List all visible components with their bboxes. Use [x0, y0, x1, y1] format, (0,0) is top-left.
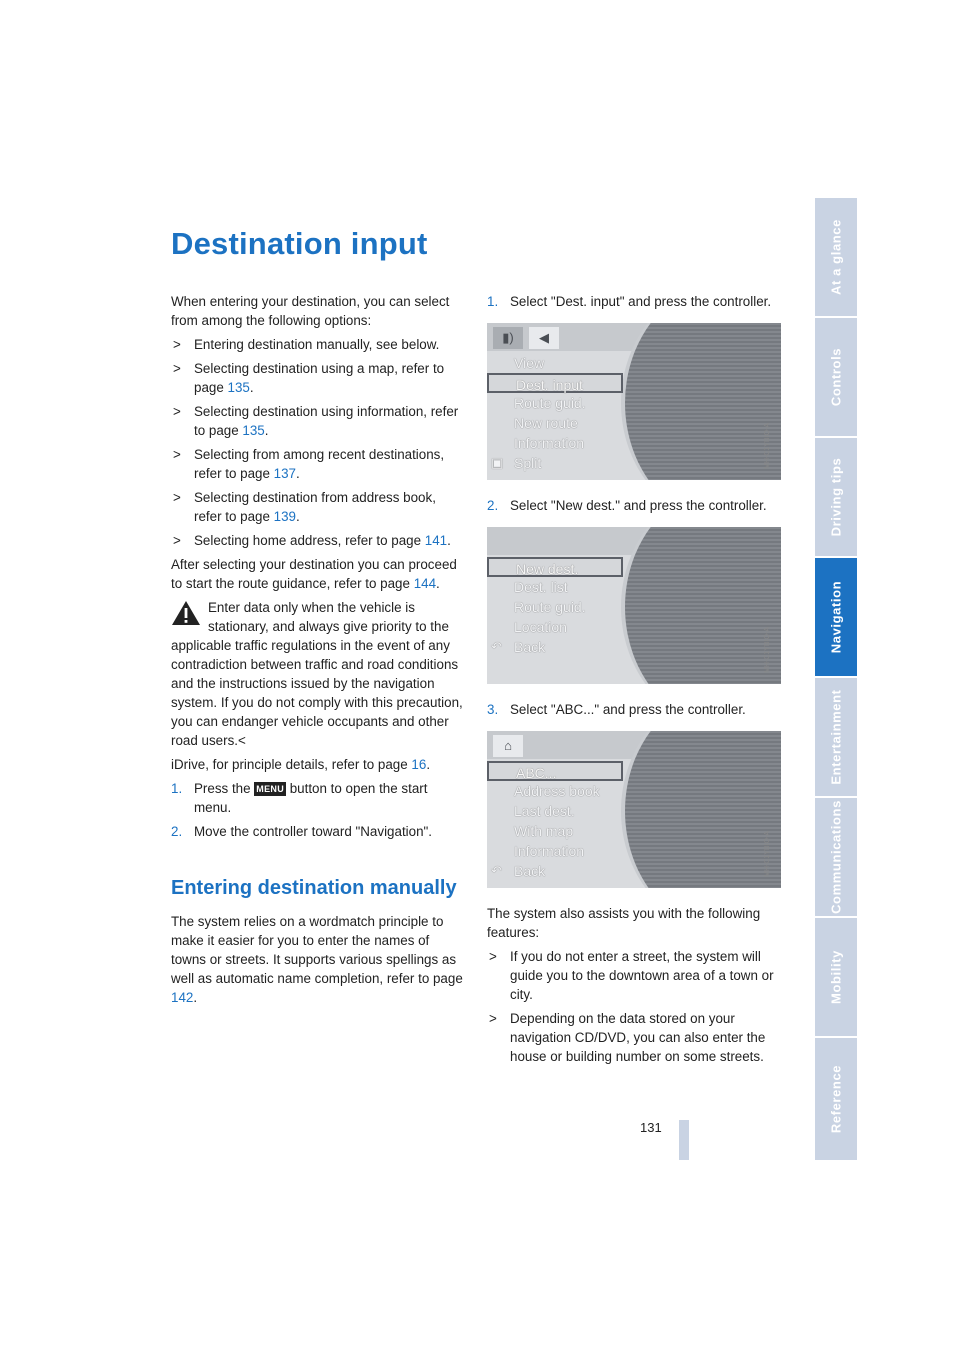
map-preview: [621, 323, 781, 480]
right-step-1: 1. Select "Dest. input" and press the controller.: [487, 294, 772, 309]
step-number: 1.: [171, 781, 183, 796]
option-information: > Selecting destination using information, refer to page 135.: [173, 404, 459, 438]
page-link-137[interactable]: 137: [273, 466, 296, 481]
option-recent: > Selecting from among recent destinations, refer to page 137.: [173, 447, 445, 481]
right-step-2: 2. Select "New dest." and press the controller.: [487, 498, 767, 513]
menu-item-new-dest: New dest.: [487, 557, 623, 577]
menu-item-abc: ABC...: [487, 761, 623, 781]
image-code: MH-C1YBIO-A: [764, 627, 771, 673]
menu-item-information: Information: [514, 843, 585, 859]
menu-item-dest-list: Dest. list: [514, 579, 568, 595]
step-number: 2.: [171, 824, 183, 839]
image-code: MH-C1YBIO-A: [764, 423, 771, 469]
menu-item-back: ↶ Back: [491, 863, 546, 879]
page-link-139[interactable]: 139: [273, 509, 296, 524]
option-home: > Selecting home address, refer to page 141.: [173, 533, 451, 548]
menu-item-location: Location: [514, 619, 567, 635]
menu-item-with-map: With map: [514, 823, 574, 839]
back-arrow-icon: ↶: [491, 863, 502, 878]
warning-notice: [171, 598, 465, 750]
idrive-reference: iDrive, for principle details, refer to page 16.: [171, 757, 431, 772]
back-arrow-icon: ↶: [491, 639, 502, 654]
bullet-marker: >: [489, 1011, 497, 1026]
screen-dest-input-menu: [487, 527, 781, 684]
tab-driving-tips[interactable]: Driving tips: [815, 438, 857, 556]
end-marker: <: [238, 733, 246, 748]
warning-triangle-icon: [171, 600, 201, 626]
map-preview: [621, 527, 781, 684]
mute-icon: ◀: [529, 327, 559, 349]
after-select-text: After selecting your destination you can proceed to start the route guidance, refer to page 144.: [171, 557, 457, 591]
section-heading: Entering destination manually: [171, 877, 457, 899]
tab-entertainment[interactable]: Entertainment: [815, 678, 857, 796]
tab-at-a-glance[interactable]: At a glance: [815, 198, 857, 316]
bullet-marker: >: [173, 490, 181, 505]
split-icon: ▣: [491, 455, 504, 470]
option-address-book: > Selecting destination from address book, refer to page 139.: [173, 490, 436, 524]
bullet-marker: >: [173, 404, 181, 419]
right-column: [487, 292, 787, 1071]
tab-navigation[interactable]: Navigation: [815, 558, 857, 676]
menu-item-route-guid: Route guid.: [514, 395, 586, 411]
left-column: [171, 292, 465, 1012]
assist-house-number: > Depending on the data stored on your navigation CD/DVD, you can also enter the house or building number on some streets.: [489, 1011, 766, 1064]
tab-communications[interactable]: Communications: [815, 798, 857, 916]
menu-item-view: View: [514, 355, 545, 371]
menu-item-new-route: New route: [514, 415, 578, 431]
bullet-marker: >: [173, 337, 181, 352]
page-link-141[interactable]: 141: [424, 533, 448, 548]
menu-button-icon: MENU: [256, 784, 284, 794]
map-preview: [621, 731, 781, 888]
bullet-marker: >: [173, 533, 181, 548]
page-number: 131: [640, 1120, 662, 1135]
page-link-142[interactable]: 142: [171, 990, 194, 1005]
menu-item-back: ↶ Back: [491, 639, 546, 655]
bullet-marker: >: [173, 361, 181, 376]
menu-item-information: Information: [514, 435, 585, 451]
tab-controls[interactable]: Controls: [815, 318, 857, 436]
page-link-16[interactable]: 16: [411, 757, 427, 772]
tab-mobility[interactable]: Mobility: [815, 918, 857, 1036]
tab-reference[interactable]: Reference: [815, 1038, 857, 1160]
page-link-135[interactable]: 135: [227, 380, 250, 395]
section-text: The system relies on a wordmatch principle to make it easier for you to enter the names of towns or streets. It supports various spellings as well as automatic name completion, refer to page 142.: [171, 914, 463, 1005]
option-map: > Selecting destination using a map, refer to page 135.: [173, 361, 445, 395]
bullet-marker: >: [173, 447, 181, 462]
step-number: 3.: [487, 702, 499, 717]
assist-intro: The system also assists you with the following features:: [487, 906, 761, 940]
warning-text: Enter data only when the vehicle is stationary, and always give priority to the applicable traffic regulations in the event of any contradiction between traffic and road conditions and the instructions issued by the navigation system. If you do not comply with this precaution, you can endanger vehicle occupants and other road users.: [171, 600, 463, 748]
menu-item-address-book: Address book: [514, 783, 600, 799]
page-number-bar: [679, 1120, 689, 1160]
speaker-icon: ▮): [493, 327, 523, 349]
home-icon: ⌂: [493, 735, 523, 757]
image-code: MH-C1YBIO-A: [764, 831, 771, 877]
right-step-3: 3. Select "ABC..." and press the controller.: [487, 702, 746, 717]
page-link-135[interactable]: 135: [242, 423, 265, 438]
step-number: 1.: [487, 294, 499, 309]
assist-downtown: > If you do not enter a street, the system will guide you to the downtown area of a town or city.: [489, 949, 774, 1002]
bullet-marker: >: [489, 949, 497, 964]
step-1: 1. Press the MENU button to open the start menu.: [171, 781, 428, 815]
screen-navigation-menu: [487, 323, 781, 480]
screen-new-dest-menu: [487, 731, 781, 888]
option-manual: > Entering destination manually, see below.: [173, 337, 440, 352]
step-2: 2. Move the controller toward "Navigation".: [171, 824, 433, 839]
menu-item-dest-input: Dest. input: [487, 373, 623, 393]
menu-list: [487, 761, 627, 881]
page-link-144[interactable]: 144: [413, 576, 437, 591]
menu-item-last-dest: Last dest.: [514, 803, 575, 819]
menu-item-split: ▣ Split: [491, 455, 542, 471]
menu-list: [487, 557, 627, 657]
menu-list: [487, 353, 627, 473]
page-title: Destination input: [171, 226, 428, 261]
intro-text: When entering your destination, you can select from among the following options:: [171, 294, 450, 328]
step-number: 2.: [487, 498, 499, 513]
chapter-sidebar: [815, 198, 857, 1160]
menu-item-route-guid: Route guid.: [514, 599, 586, 615]
